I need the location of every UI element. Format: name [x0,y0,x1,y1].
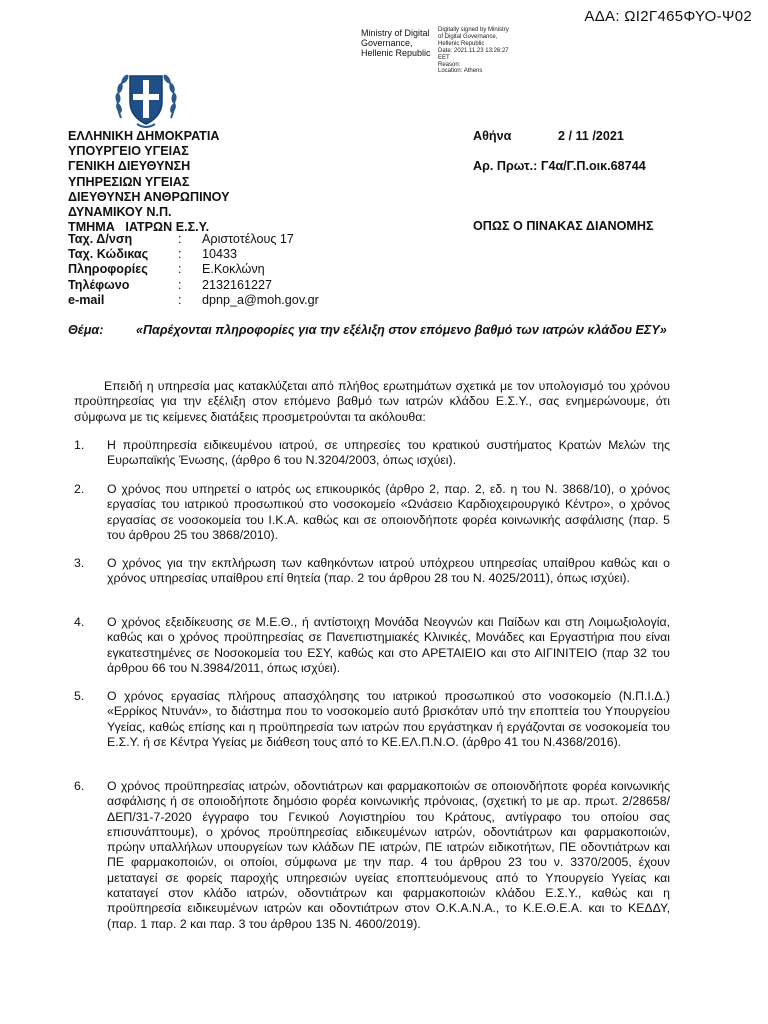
greek-coat-of-arms-logo [113,68,179,132]
list-item-number: 6. [74,779,85,793]
issuer-line: ΥΠΟΥΡΓΕΙΟ ΥΓΕΙΑΣ [68,144,189,159]
contact-label: Ταχ. Κώδικας [68,247,149,262]
list-item-text: Ο χρόνος εξειδίκευσης σε Μ.Ε.Θ., ή αντίστοιχη Μονάδα Νεογνών και Παίδων και στη Λοιμωξιολογία, καθώς και ο χρόνος προϋπηρεσίας σε Πανεπιστημιακές Κλινικές, Μονάδες και Εργαστήρια που είναι εγκατεστημένες σε Νοσοκομεία του ΕΣΥ, καθώς και στο ΑΡΕΤΑΙΕΙΟ και στο ΑΙΓΙΝΙΤΕΙΟ (παρ 32 του άρθρου 66 του Ν.3984/2011, όπως ισχύει). [107,615,670,675]
list-item-text: Ο χρόνος που υπηρετεί ο ιατρός ως επικουρικός (άρθρο 2, παρ. 2, εδ. η του Ν. 3868/10), ο χρόνος εργασίας του ιατρικού προσωπικού στο νοσοκομείο «Ωνάσειο Καρδιοχειρουργικό Κέντρο», ο χρόνος εργασίας σε νοσοκομεία του Ι.Κ.Α. καθώς και σε οποιονδήποτε φορέα κοινωνικής ασφάλισης (παρ. 5 του άρθρου 25 του 3868/2010). [107,482,670,542]
list-item-number: 4. [74,615,85,629]
issuer-line: ΤΜΗΜΑ ΙΑΤΡΩΝ Ε.Σ.Υ. [68,220,210,235]
signature-detail-line: Reason: [438,61,461,68]
signature-detail-line: of Digital Governance, [438,33,498,40]
list-item-number: 1. [74,438,85,452]
list-item-text: Ο χρόνος για την εκπλήρωση των καθηκόντων ιατρού υπόχρεου υπηρεσίας υπαίθρου καθώς και ο χρόνος υπηρεσίας υπαίθρου επί θητεία (παρ. 2 του άρθρου 28 του Ν. 4025/2011), όπως ισχύει). [107,556,670,586]
list-item-number: 5. [74,689,85,703]
contact-row: Ταχ. Δ/νση : Αριστοτέλους 17 [68,232,294,246]
signature-details [438,27,509,75]
signature-org-line: Governance, [361,38,413,48]
issuer-line: ΔΙΕΥΘΥΝΣΗ ΑΝΘΡΩΠΙΝΟΥ [68,189,230,204]
recipients: ΟΠΩΣ Ο ΠΙΝΑΚΑΣ ΔΙΑΝΟΜΗΣ [473,219,654,233]
contact-value: 10433 [202,247,238,262]
ada-code: ΑΔΑ: ΩΙ2Γ465ΦΥΟ-Ψ02 [584,8,752,25]
issuer-header [68,129,230,235]
signature-org [361,28,431,58]
issuer-line: ΔΥΝΑΜΙΚΟΥ Ν.Π. [68,205,172,220]
contact-row: Ταχ. Κώδικας : 10433 [68,247,238,262]
contact-value: 2132161227 [202,277,273,292]
intro-text: Επειδή η υπηρεσία μας κατακλύζεται από πλήθος ερωτημάτων σχετικά με τον υπολογισμό του χρόνου προϋπηρεσίας για την εξέλιξη στον επόμενο βαθμό των ιατρών κλάδου Ε.Σ.Υ., σας ενημερώνουμε, ότι σύμφωνα με τις κείμενες διατάξεις προσμετρούνται τα ακόλουθα: [74,379,670,424]
contact-label: e-mail [68,292,105,307]
document-date: 2 / 11 /2021 [558,129,624,143]
contact-label: Τηλέφωνο [68,277,130,292]
issuer-line: ΕΛΛΗΝΙΚΗ ΔΗΜΟΚΡΑΤΙΑ [68,129,220,143]
subject-text: «Παρέχονται πληροφορίες για την εξέλιξη στον επόμενο βαθμό των ιατρών κλάδου ΕΣΥ» [136,323,667,337]
signature-detail-line: EET [438,54,450,61]
issuer-line: ΓΕΝΙΚΗ ΔΙΕΥΘΥΝΣΗ [68,159,191,174]
contact-label: Πληροφορίες [68,262,148,277]
signature-org-line: Ministry of Digital [361,28,430,38]
contact-row: Πληροφορίες : Ε.Κοκλώνη [68,262,265,277]
contact-email[interactable]: dpnp_a@moh.gov.gr [202,292,319,307]
list-item-text: Ο χρόνος εργασίας πλήρους απασχόλησης του ιατρικού προσωπικού στο νοσοκομείο (Ν.Π.Ι.Δ.) «Ερρίκος Ντυνάν», το διάστημα που το νοσοκομείο αυτό βρισκόταν υπό την εποπτεία του Υπουργείου Υγείας, καθώς επίσης και η προϋπηρεσία των ιατρών που εργάστηκαν ή εργάζονται σε νοσοκομεία του Ε.Σ.Υ. ή σε Κέντρα Υγείας με διάθεση τους από το ΚΕ.ΕΛ.Π.Ν.Ο. (άρθρο 41 του Ν.4368/2016). [107,689,670,749]
intro-paragraph [74,379,670,425]
issuer-line: ΥΠΗΡΕΣΙΩΝ ΥΓΕΙΑΣ [68,174,190,189]
list-item-number: 3. [74,556,85,570]
signature-org-line: Hellenic Republic [361,48,431,58]
contact-value: Αριστοτέλους 17 [202,232,294,246]
contact-value: Ε.Κοκλώνη [202,262,265,277]
contact-row: Τηλέφωνο : 2132161227 [68,277,273,292]
protocol-number: Αρ. Πρωτ.: Γ4α/Γ.Π.οικ.68744 [473,159,646,173]
list-item-text: Ο χρόνος προϋπηρεσίας ιατρών, οδοντιάτρων και φαρμακοποιών σε οποιονδήποτε φορέα κοινωνικής ασφάλισης ή σε οποιοδήποτε δημόσιο φορέα κοινωνικής πρόνοιας, (σχετική το με αρ. πρωτ. 2/28658/ΔΕΠ/31-7-2020 έγγραφο του Γενικού Λογιστηρίου του Κράτους, αντίγραφο του οποίου σας επισυνάπτουμε), ο χρόνος προϋπηρεσίας ειδικευμένων ιατρών, οδοντιάτρων και φαρμακοποιών, πρώην υπαλλήλων υπουργείων των κλάδων ΠΕ ιατρών, ΠΕ ιατρών ειδικοτήτων, ΠΕ οδοντιάτρων και ΠΕ φαρμακοποιών, οι οποίοι, σύμφωνα με την παρ. 4 του άρθρου 23 του ν. 3370/2005, έχουν μεταταγεί σε φορείς παροχής υπηρεσιών υγείας εποπτευόμενους από το Υπουργείο Υγείας και καταταγεί στον κλάδο ιατρών, οδοντιάτρων και φαρμακοποιών κλάδου Ε.Σ.Υ., καθώς και η προϋπηρεσία ειδικευμένων ιατρών και οδοντιάτρων στον Ο.Κ.Α.Ν.Α., το Κ.Ε.Θ.Ε.Α. και το ΚΕΔΔΥ, (παρ. 1 παρ. 2 και παρ. 3 του άρθρου 135 Ν. 4600/2019). [107,779,670,931]
signature-detail-line: Digitally signed by Ministry [438,27,509,33]
contact-label: Ταχ. Δ/νση [68,232,133,246]
list-item-number: 2. [74,482,85,496]
contact-block [68,232,319,308]
signature-detail-line: Location: Athens [438,68,483,75]
city: Αθήνα [473,129,512,143]
signature-detail-line: Date: 2021.11.23 13:26:27 [438,47,509,54]
list-item-text: Η προϋπηρεσία ειδικευμένου ιατρού, σε υπηρεσίες του κρατικού συστήματος Κρατών Μελών της Ευρωπαϊκής Ένωσης, (άρθρο 6 του Ν.3204/2003, όπως ισχύει). [107,438,670,468]
contact-row: e-mail : dpnp_a@moh.gov.gr [68,292,319,307]
signature-detail-line: Hellenic Republic [438,40,485,47]
subject-label: Θέμα: [68,323,104,337]
